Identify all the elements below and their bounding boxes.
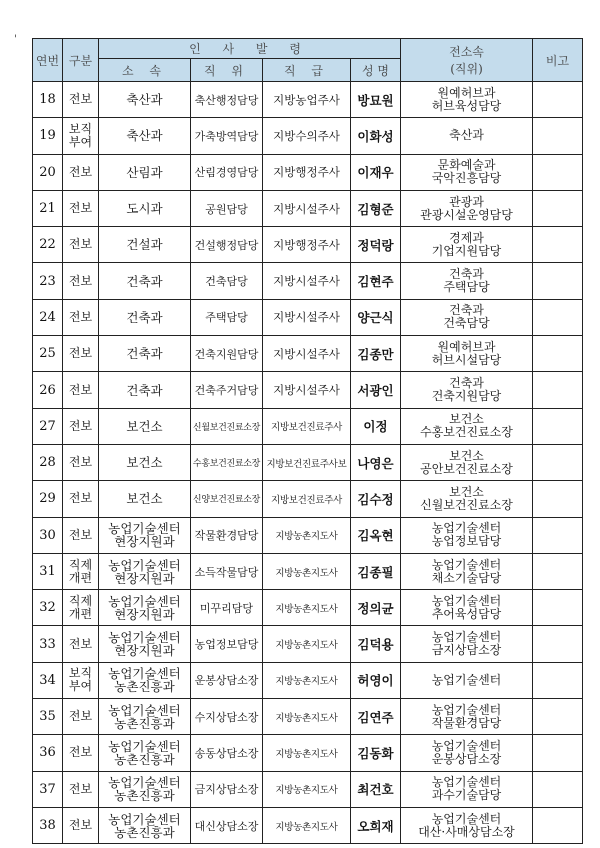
row-no: 36 [33,735,63,771]
row-position: 작물환경담당 [191,517,263,553]
row-position: 신월보건진료소장 [191,408,263,444]
row-name: 정의균 [351,590,401,626]
row-grade: 지방시설주사 [263,190,351,226]
row-no: 38 [33,807,63,843]
row-kind-line: 전보 [68,781,93,796]
row-name: 방묘원 [351,82,401,118]
row-note [533,771,583,807]
table-row [33,118,583,154]
row-grade: 지방행정주사 [263,154,351,190]
table-row [33,372,583,408]
row-dept-line: 건설과 [126,237,163,253]
row-new-post-line: 공안보건진료소장 [420,461,513,476]
row-new-post-line: 농업기술센터 [431,672,502,687]
header-kind: 구분 [63,39,99,82]
row-dept-line: 농촌진흥과 [114,715,175,731]
row-dept [99,807,191,843]
row-kind-line: 보직 [68,121,93,136]
row-new-post-line: 보건소 [449,412,484,427]
row-kind [63,154,99,190]
row-dept-line: 보건소 [126,455,163,471]
row-dept [99,771,191,807]
row-new-post-line: 농업기술센터 [431,702,502,717]
row-no: 32 [33,590,63,626]
row-position: 소득작물담당 [191,553,263,589]
row-dept [99,227,191,263]
row-new-post-line: 주택담당 [443,280,490,295]
row-dept [99,118,191,154]
row-kind [63,517,99,553]
row-dept [99,190,191,226]
header-new-sub: (직위) [450,62,483,76]
row-no: 27 [33,408,63,444]
row-name: 이재우 [351,154,401,190]
row-dept-line: 건축과 [126,309,163,325]
header-grade: 직 급 [263,59,351,82]
corner-mark: ' [14,34,17,45]
row-dept [99,517,191,553]
row-new-post-line: 금지상담소장 [431,643,502,658]
row-grade: 지방시설주사 [263,299,351,335]
row-kind [63,807,99,843]
row-note [533,227,583,263]
row-new-post [401,299,533,335]
row-dept-line: 도시과 [126,201,163,217]
row-kind [63,263,99,299]
table-row [33,662,583,698]
row-no: 35 [33,699,63,735]
row-grade: 지방시설주사 [263,336,351,372]
row-dept-line: 축산과 [126,128,163,144]
row-new-post [401,263,533,299]
row-dept [99,553,191,589]
row-position: 건설행정담당 [191,227,263,263]
row-name: 김형준 [351,190,401,226]
row-dept-line: 현장지원과 [114,643,175,659]
row-new-post-line: 추어육성담당 [431,606,502,621]
row-kind-line: 전보 [68,164,93,179]
row-dept-line: 농업기술센터 [108,666,181,682]
row-new-post-line: 농업기술센터 [431,775,502,790]
header-pos: 직 위 [191,59,263,82]
row-note [533,626,583,662]
row-note [533,807,583,843]
row-position: 농업정보담당 [191,626,263,662]
row-position: 축산행정담당 [191,82,263,118]
row-name: 양근식 [351,299,401,335]
row-new-post-line: 농업기술센터 [431,630,502,645]
row-new-post [401,227,533,263]
row-kind-line: 부여 [68,679,93,694]
row-new-post-line: 관광시설운영담당 [420,207,513,222]
row-name: 김현주 [351,263,401,299]
row-kind [63,372,99,408]
row-dept-line: 농업기술센터 [108,593,181,609]
row-kind-line: 전보 [68,491,93,506]
row-kind [63,590,99,626]
row-note [533,517,583,553]
table-row [33,336,583,372]
row-no: 31 [33,553,63,589]
row-dept-line: 현장지원과 [114,570,175,586]
row-note [533,336,583,372]
row-note [533,662,583,698]
table-row [33,481,583,517]
row-kind [63,699,99,735]
row-dept [99,154,191,190]
row-new-post-line: 문화예술과 [437,158,496,173]
row-dept-line: 농업기술센터 [108,738,181,754]
row-dept-line: 농촌진흥과 [114,679,175,695]
row-dept-line: 농업기술센터 [108,630,181,646]
row-new-post-line: 건축담당 [443,316,490,331]
row-grade: 지방농업주사 [263,82,351,118]
row-grade: 지방행정주사 [263,227,351,263]
row-dept [99,662,191,698]
row-kind-line: 전보 [68,382,93,397]
row-no: 28 [33,444,63,480]
row-no: 25 [33,336,63,372]
row-new-post [401,408,533,444]
row-kind [63,553,99,589]
row-kind [63,771,99,807]
row-new-post-line: 운봉상담소장 [431,751,502,766]
row-note [533,481,583,517]
row-new-post-line: 신월보건진료소장 [420,497,513,512]
table-row [33,590,583,626]
table-body [33,82,583,844]
table-row [33,227,583,263]
row-grade: 지방시설주사 [263,372,351,408]
row-kind-line: 개편 [68,570,93,585]
row-dept-line: 보건소 [126,418,163,434]
row-name: 김옥현 [351,517,401,553]
row-new-post-line: 축산과 [449,128,484,143]
row-no: 30 [33,517,63,553]
row-new-post [401,118,533,154]
row-note [533,735,583,771]
table-row [33,408,583,444]
row-new-post-line: 허브육성담당 [431,98,502,113]
row-dept-line: 농촌진흥과 [114,824,175,840]
row-kind [63,735,99,771]
row-dept-line: 건축과 [126,346,163,362]
row-new-post [401,190,533,226]
row-new-post-line: 국악진흥담당 [431,171,502,186]
row-new-post-line: 농업기술센터 [431,557,502,572]
row-new-post-line: 관광과 [449,194,484,209]
row-new-post [401,372,533,408]
row-grade: 지방수의주사 [263,118,351,154]
row-new-post [401,82,533,118]
row-name: 김연주 [351,699,401,735]
row-grade: 지방농촌지도사 [263,590,351,626]
row-position: 수지상담소장 [191,699,263,735]
row-position: 수홍보건진료소장 [191,444,263,480]
row-dept [99,263,191,299]
row-new-post-line: 보건소 [449,484,484,499]
table-row [33,444,583,480]
row-new-post-line: 농업기술센터 [431,593,502,608]
table-row [33,626,583,662]
row-grade: 지방보건진료주사 [263,408,351,444]
row-dept-line: 농업기술센터 [108,557,181,573]
row-dept [99,444,191,480]
row-grade: 지방농촌지도사 [263,699,351,735]
row-kind-line: 전보 [68,527,93,542]
row-no: 20 [33,154,63,190]
row-new-post-line: 보건소 [449,448,484,463]
row-note [533,118,583,154]
row-name: 허영이 [351,662,401,698]
row-name: 나영은 [351,444,401,480]
row-dept [99,590,191,626]
row-note [533,699,583,735]
row-position: 송동상담소장 [191,735,263,771]
table-row [33,735,583,771]
row-new-post-line: 원예허브과 [437,339,496,354]
row-kind [63,118,99,154]
table-row [33,553,583,589]
row-note [533,372,583,408]
row-kind-line: 전보 [68,636,93,651]
row-new-post [401,481,533,517]
row-kind [63,82,99,118]
table-row [33,82,583,118]
row-no: 26 [33,372,63,408]
row-kind [63,662,99,698]
row-new-post [401,517,533,553]
row-kind-line: 전보 [68,818,93,833]
row-name: 김종필 [351,553,401,589]
row-new-post-line: 농업기술센터 [431,738,502,753]
row-new-post-line: 채소기술담당 [431,570,502,585]
personnel-table [32,38,583,844]
row-no: 24 [33,299,63,335]
row-no: 23 [33,263,63,299]
row-new-post [401,735,533,771]
row-new-post-line: 건축지원담당 [431,389,502,404]
table-row [33,299,583,335]
row-new-post-line: 농업기술센터 [431,521,502,536]
row-no: 34 [33,662,63,698]
row-kind-line: 보직 [68,666,93,681]
row-new-post-line: 경제과 [449,230,484,245]
row-position: 건축주거담당 [191,372,263,408]
row-kind-line: 전보 [68,346,93,361]
row-position: 산림경영담당 [191,154,263,190]
row-new-post-line: 수홍보건진료소장 [420,425,513,440]
row-kind-line: 전보 [68,745,93,760]
row-kind-line: 전보 [68,273,93,288]
table-row [33,154,583,190]
row-note [533,444,583,480]
row-kind-line: 전보 [68,709,93,724]
header-note: 비고 [533,39,583,82]
table-row [33,771,583,807]
row-new-post [401,771,533,807]
row-grade: 지방농촌지도사 [263,807,351,843]
row-name: 김동화 [351,735,401,771]
row-kind-line: 전보 [68,92,93,107]
row-kind-line: 부여 [68,134,93,149]
row-kind-line: 전보 [68,455,93,470]
row-no: 33 [33,626,63,662]
row-new-post [401,154,533,190]
row-name: 김수정 [351,481,401,517]
header-new [401,39,533,82]
row-new-post-line: 기업지원담당 [431,243,502,258]
row-position: 건축담당 [191,263,263,299]
row-kind-line: 전보 [68,201,93,216]
row-new-post [401,553,533,589]
table-row [33,517,583,553]
row-name: 김덕용 [351,626,401,662]
row-dept-line: 농업기술센터 [108,702,181,718]
row-kind [63,481,99,517]
row-dept [99,735,191,771]
row-position: 공원담당 [191,190,263,226]
row-dept [99,408,191,444]
row-no: 21 [33,190,63,226]
row-dept-line: 현장지원과 [114,534,175,550]
row-kind-line: 직제 [68,593,93,608]
row-position: 금지상담소장 [191,771,263,807]
row-note [533,190,583,226]
row-new-post-line: 원예허브과 [437,85,496,100]
row-grade: 지방농촌지도사 [263,553,351,589]
row-no: 22 [33,227,63,263]
row-grade: 지방농촌지도사 [263,662,351,698]
row-position: 주택담당 [191,299,263,335]
row-note [533,154,583,190]
table-row [33,263,583,299]
row-new-post-line: 농업정보담당 [431,534,502,549]
row-position: 건축지원담당 [191,336,263,372]
table-row [33,807,583,843]
header-no: 연번 [33,39,63,82]
row-new-post [401,699,533,735]
row-name: 정덕랑 [351,227,401,263]
row-kind [63,444,99,480]
row-note [533,82,583,118]
row-no: 19 [33,118,63,154]
row-new-post-line: 과수기술담당 [431,788,502,803]
row-name: 오희재 [351,807,401,843]
row-new-post-line: 대산·사매상담소장 [418,824,515,839]
row-note [533,553,583,589]
row-dept-line: 건축과 [126,273,163,289]
header-dept: 소 속 [99,59,191,82]
row-new-post [401,444,533,480]
row-position: 미꾸리담당 [191,590,263,626]
row-dept [99,372,191,408]
row-name: 서광인 [351,372,401,408]
row-dept-line: 농업기술센터 [108,521,181,537]
row-new-post [401,662,533,698]
row-new-post-line: 건축과 [449,303,484,318]
header-new-title: 전소속 [449,45,484,59]
row-dept [99,626,191,662]
row-new-post [401,807,533,843]
row-kind [63,190,99,226]
row-dept [99,82,191,118]
row-position: 대신상담소장 [191,807,263,843]
header-name: 성 명 [351,59,401,82]
row-new-post-line: 건축과 [449,376,484,391]
row-no: 29 [33,481,63,517]
row-position: 가축방역담당 [191,118,263,154]
row-note [533,263,583,299]
row-dept [99,699,191,735]
row-dept-line: 보건소 [126,491,163,507]
table-row [33,699,583,735]
row-note [533,408,583,444]
row-grade: 지방보건진료주사보 [263,444,351,480]
row-name: 최건호 [351,771,401,807]
row-note [533,590,583,626]
row-dept-line: 건축과 [126,382,163,398]
row-dept-line: 현장지원과 [114,606,175,622]
row-dept-line: 농업기술센터 [108,775,181,791]
row-dept [99,481,191,517]
row-kind-line: 전보 [68,309,93,324]
row-grade: 지방농촌지도사 [263,771,351,807]
row-dept-line: 산림과 [126,164,163,180]
row-new-post-line: 건축과 [449,267,484,282]
row-kind-line: 전보 [68,418,93,433]
row-kind [63,626,99,662]
row-position: 신양보건진료소장 [191,481,263,517]
row-no: 37 [33,771,63,807]
row-dept [99,336,191,372]
row-new-post [401,336,533,372]
row-grade: 지방농촌지도사 [263,735,351,771]
row-grade: 지방시설주사 [263,263,351,299]
row-name: 김종만 [351,336,401,372]
row-grade: 지방농촌지도사 [263,517,351,553]
row-grade: 지방보건진료주사 [263,481,351,517]
row-dept-line: 농업기술센터 [108,811,181,827]
row-dept-line: 농촌진흥과 [114,751,175,767]
row-position: 운봉상담소장 [191,662,263,698]
row-name: 이화성 [351,118,401,154]
row-no: 18 [33,82,63,118]
row-kind [63,408,99,444]
table-row [33,190,583,226]
row-kind-line: 개편 [68,606,93,621]
row-grade: 지방농촌지도사 [263,626,351,662]
header-group: 인 사 발 령 [99,39,401,59]
row-new-post-line: 허브시설담당 [431,352,502,367]
row-new-post-line: 작물환경담당 [431,715,502,730]
row-dept-line: 축산과 [126,92,163,108]
row-name: 이정 [351,408,401,444]
row-kind-line: 전보 [68,237,93,252]
row-kind-line: 직제 [68,557,93,572]
row-kind [63,299,99,335]
row-note [533,299,583,335]
row-new-post-line: 농업기술센터 [431,811,502,826]
row-kind [63,227,99,263]
row-dept-line: 농촌진흥과 [114,788,175,804]
table-header [33,39,583,82]
row-dept [99,299,191,335]
row-new-post [401,590,533,626]
row-new-post [401,626,533,662]
row-kind [63,336,99,372]
